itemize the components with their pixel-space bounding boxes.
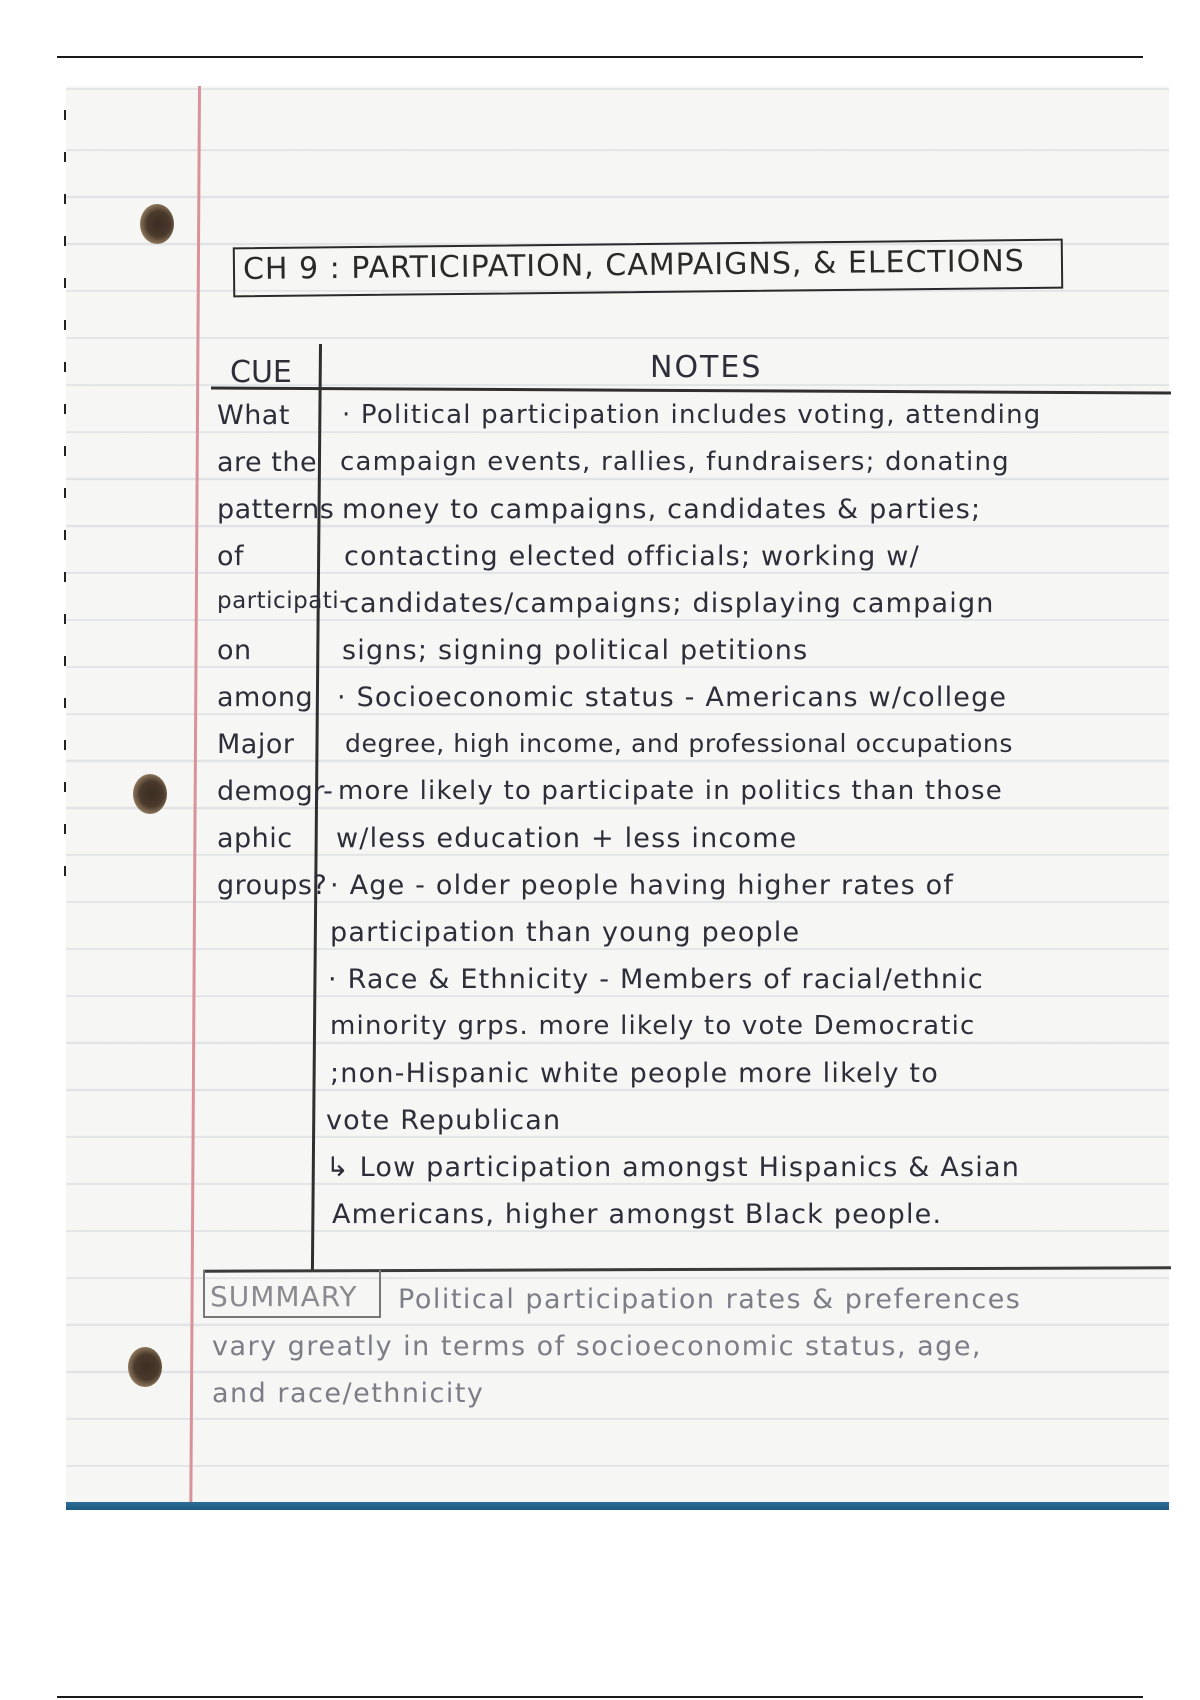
note-line: signs; signing political petitions [342,635,809,666]
note-line: candidates/campaigns; displaying campaign [344,588,995,619]
note-line: · Socioeconomic status - Americans w/college [337,682,1008,713]
note-line: ↳ Low participation amongst Hispanics & Asian [326,1152,1021,1183]
punch-hole-middle [133,774,167,814]
cue-line: participati- [217,588,348,614]
cue-line: groups? [217,870,328,901]
paper-bottom-edge [66,1502,1169,1510]
note-line: · Race & Ethnicity - Members of racial/ethnic [328,964,984,995]
note-line: · Political participation includes voting, attending [342,400,1042,430]
note-line: degree, high income, and professional occupations [345,729,1013,758]
cue-line: on [217,635,252,666]
cue-line: Major [217,729,295,760]
note-line: minority grps. more likely to vote Democratic [330,1011,976,1041]
cue-line: among [217,682,314,713]
cue-line: patterns [217,494,335,525]
page-top-rule [57,56,1143,58]
note-line: vote Republican [326,1105,562,1136]
punch-hole-bottom [128,1347,162,1387]
cue-line: demogr- [217,776,334,807]
note-line: ;non-Hispanic white people more likely to [330,1058,939,1089]
summary-line: and race/ethnicity [212,1378,485,1409]
page-title: CH 9 : PARTICIPATION, CAMPAIGNS, & ELECTIONS [242,243,1025,287]
page-bottom-rule [57,1696,1143,1698]
summary-line: Political participation rates & preferences [398,1284,1022,1315]
note-line: contacting elected officials; working w/ [344,541,920,572]
cue-line: aphic [217,823,293,854]
punch-hole-top [140,204,174,244]
note-line: · Age - older people having higher rates of [330,870,955,901]
note-line: campaign events, rallies, fundraisers; donating [340,447,1010,477]
cue-column-header: CUE [230,355,292,390]
note-line: money to campaigns, candidates & parties; [342,494,982,525]
cue-line: of [217,541,245,572]
summary-line: vary greatly in terms of socioeconomic status, age, [212,1331,983,1362]
summary-label: SUMMARY [210,1280,358,1313]
notes-column-header: NOTES [650,350,763,385]
cue-line: What [217,400,290,431]
note-line: participation than young people [330,917,801,948]
note-line: Americans, higher amongst Black people. [332,1199,943,1230]
note-line: w/less education + less income [336,823,798,854]
cue-line: are the [217,447,318,478]
note-line: more likely to participate in politics than those [338,776,1004,806]
